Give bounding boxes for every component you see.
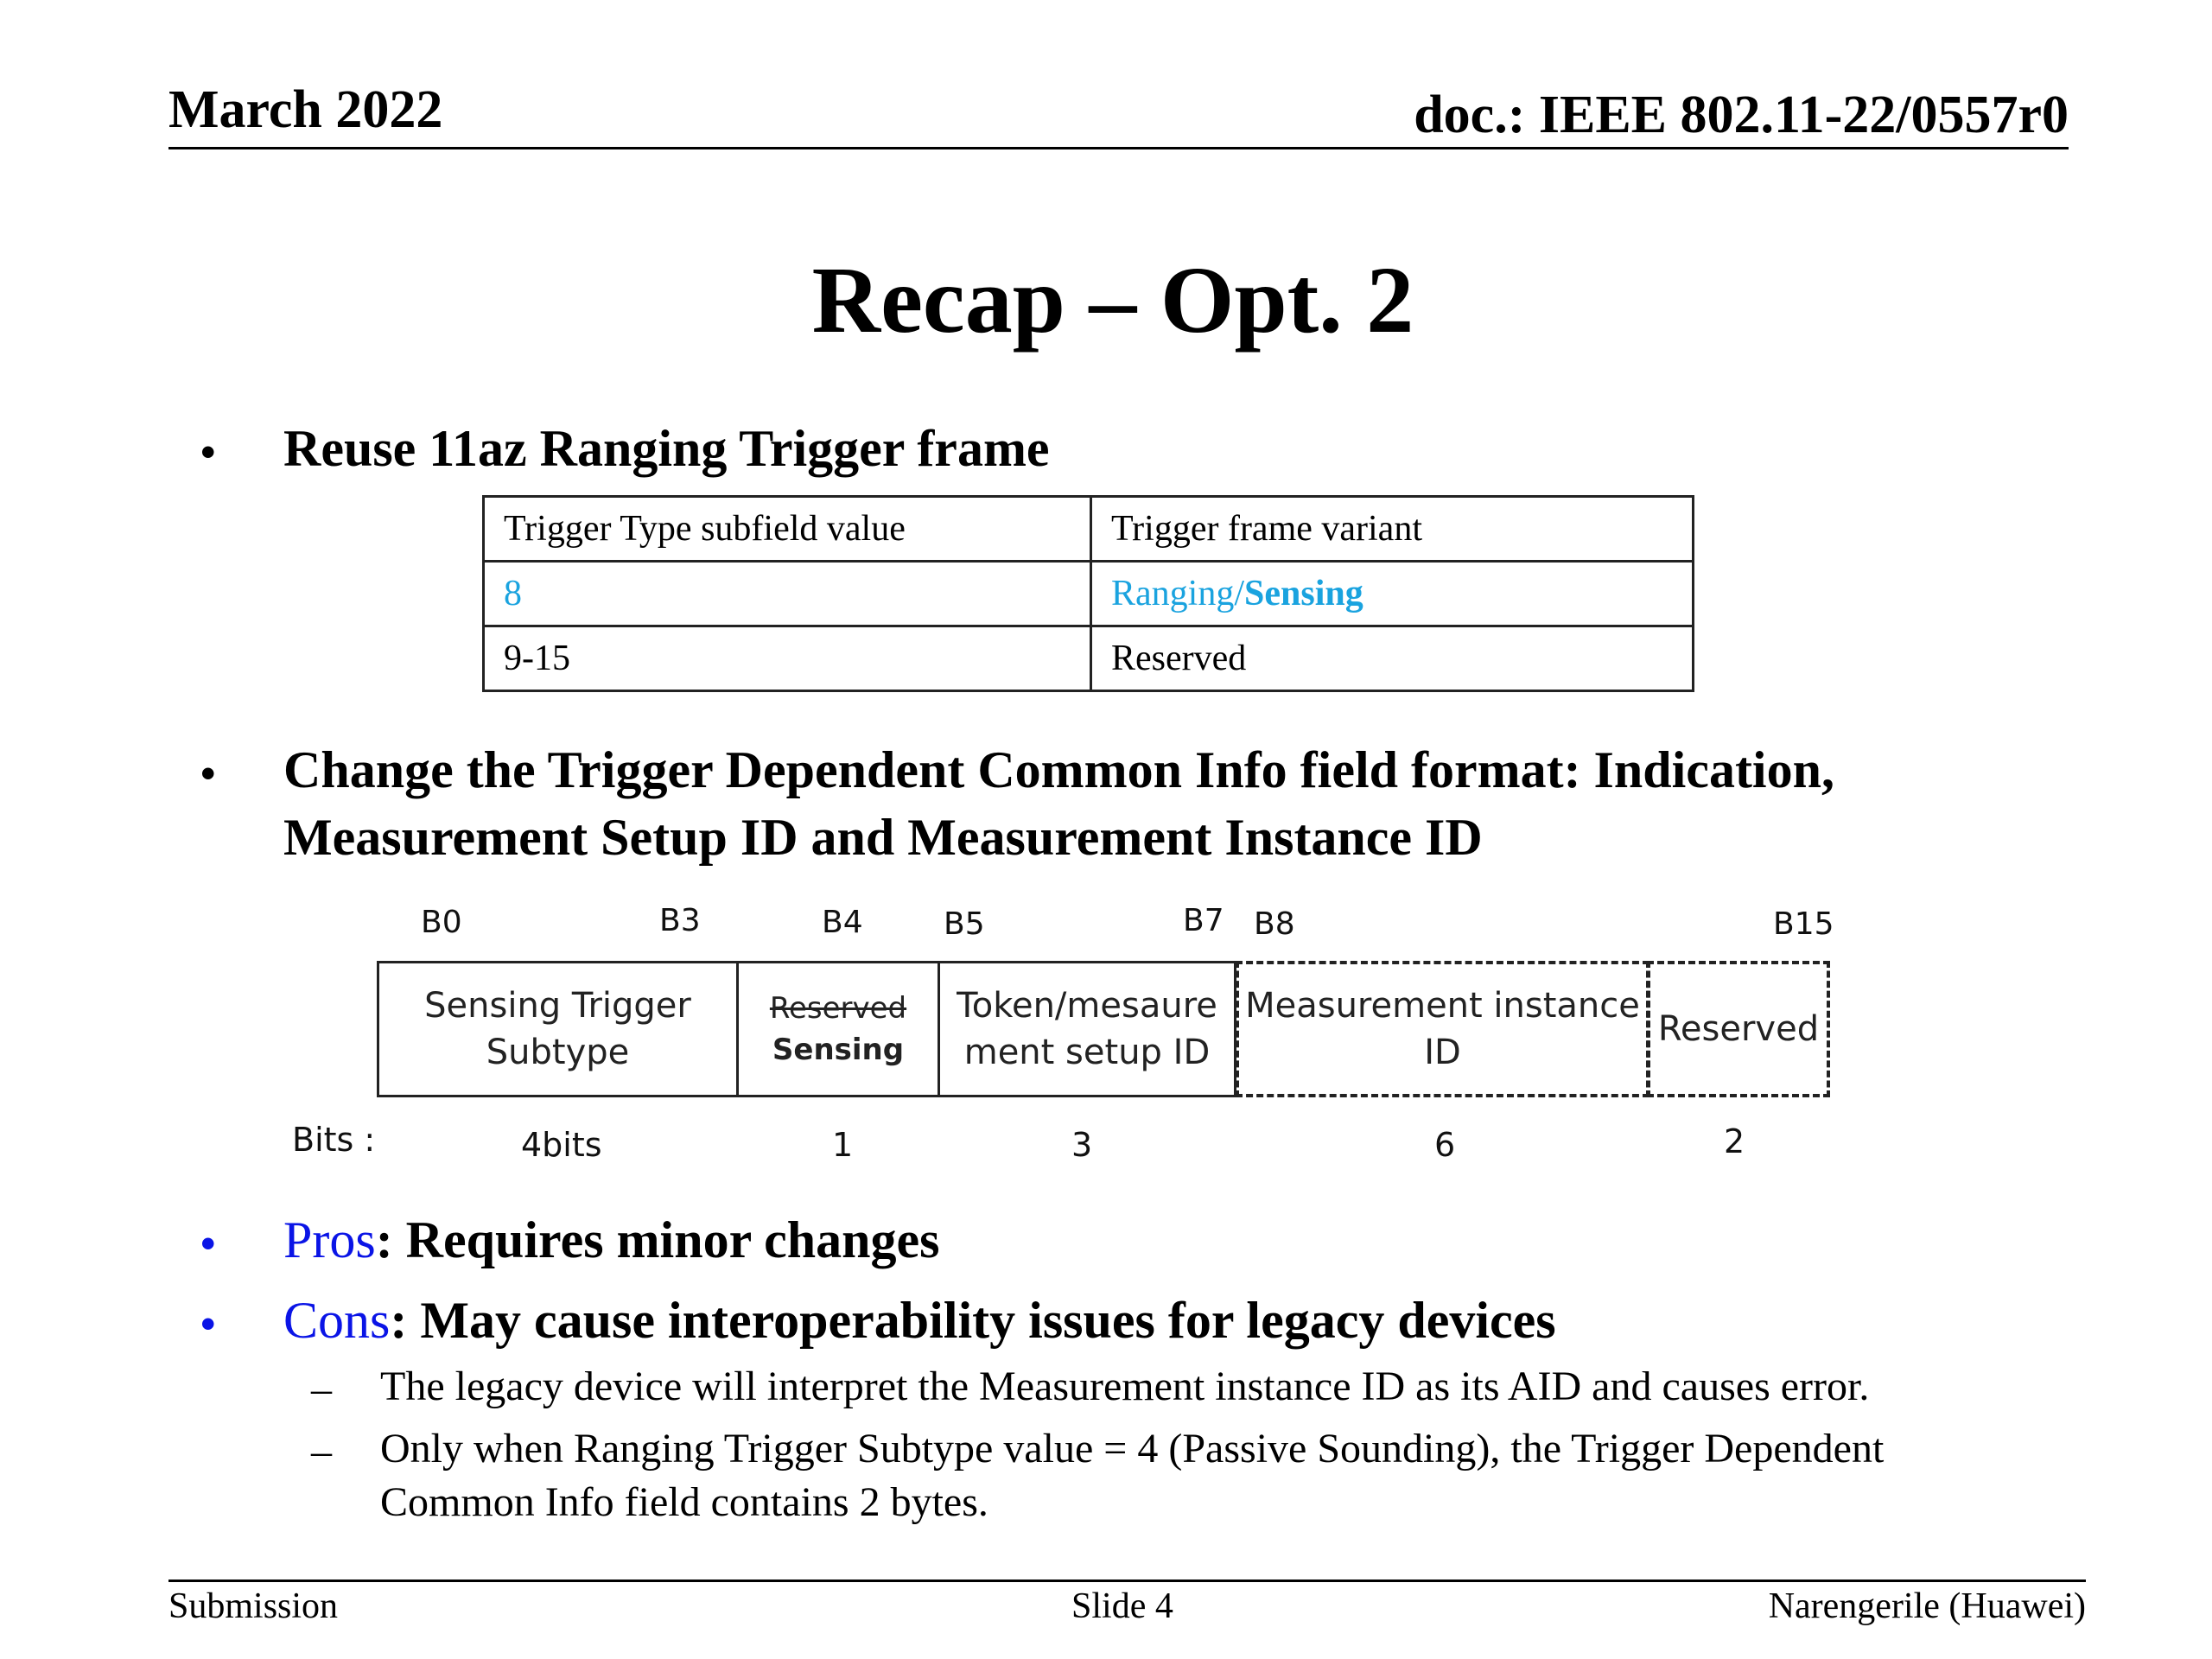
bullet-marker: • xyxy=(200,749,216,798)
pros-label: Pros xyxy=(283,1211,376,1268)
field-label: Subtype xyxy=(486,1033,630,1072)
field-reserved xyxy=(1647,961,1830,1097)
table-row xyxy=(484,626,1694,691)
bit-label: B3 xyxy=(659,903,701,938)
pros-text: : Requires minor changes xyxy=(375,1211,940,1268)
field-label: Token/mesaure xyxy=(957,986,1217,1026)
field-measurement-instance-id xyxy=(1236,961,1649,1097)
footer-submission: Submission xyxy=(168,1586,339,1626)
bullet-marker: • xyxy=(200,428,216,476)
cons-label: Cons xyxy=(283,1292,391,1349)
field-bits: 2 xyxy=(1724,1122,1745,1160)
bullet-cons xyxy=(283,1287,1556,1354)
field-label: Measurement instance xyxy=(1245,986,1640,1026)
table-cell: Reserved xyxy=(1091,626,1694,691)
table-row xyxy=(484,562,1694,626)
table-header-cell: Trigger frame variant xyxy=(1091,497,1694,562)
footer-author: Narengerile (Huawei) xyxy=(1768,1586,2086,1626)
header-date: March 2022 xyxy=(168,80,443,139)
variant-sensing: Sensing xyxy=(1244,574,1363,613)
sub-bullet-passive-sounding-line2: Common Info field contains 2 bytes. xyxy=(380,1479,988,1525)
header-doc-id: doc.: IEEE 802.11-22/0557r0 xyxy=(1414,86,2069,144)
bullet-marker: • xyxy=(200,1300,216,1348)
footer-divider xyxy=(168,1580,2086,1582)
bullet-marker: • xyxy=(200,1219,216,1268)
field-label: ment setup ID xyxy=(963,1033,1211,1072)
field-bits: 4bits xyxy=(521,1126,602,1164)
dash-marker: – xyxy=(311,1366,332,1412)
field-label: Sensing xyxy=(772,1033,905,1067)
field-label: Reserved xyxy=(1657,1009,1820,1049)
bit-label: B0 xyxy=(421,905,462,940)
field-token-setup-id xyxy=(938,961,1236,1097)
cons-text: : May cause interoperability issues for legacy devices xyxy=(390,1292,1556,1349)
table-cell: 9-15 xyxy=(484,626,1091,691)
table-header-row xyxy=(484,497,1694,562)
bullet-change-format-line1: Change the Trigger Dependent Common Info field format: Indication, xyxy=(283,741,1834,798)
table-header-cell: Trigger Type subfield value xyxy=(484,497,1091,562)
field-sensing-trigger-subtype xyxy=(377,961,739,1097)
bit-label: B4 xyxy=(822,905,863,940)
bit-label: B8 xyxy=(1254,906,1295,942)
dash-marker: – xyxy=(311,1428,332,1474)
field-bits: 3 xyxy=(1071,1126,1093,1164)
bit-label: B5 xyxy=(944,906,985,942)
field-label-struck: Reserved xyxy=(769,991,907,1026)
sub-bullet-passive-sounding-line1: Only when Ranging Trigger Subtype value = 4 (Passive Sounding), the Trigger Dependent xyxy=(380,1426,1885,1471)
sub-bullet-legacy-aid: The legacy device will interpret the Measurement instance ID as its AID and causes error. xyxy=(380,1363,1870,1409)
variant-ranging: Ranging/ xyxy=(1111,574,1244,613)
field-bits: 6 xyxy=(1434,1126,1456,1164)
field-bits: 1 xyxy=(832,1126,854,1164)
bullet-pros xyxy=(283,1206,940,1274)
field-reserved-sensing xyxy=(736,961,940,1097)
bit-label: B15 xyxy=(1773,906,1834,942)
field-label: Sensing Trigger xyxy=(424,986,691,1026)
footer-slide-number: Slide 4 xyxy=(1071,1586,1173,1626)
table-cell xyxy=(1091,562,1694,626)
slide-title: Recap – Opt. 2 xyxy=(811,247,1414,353)
table-cell: 8 xyxy=(484,562,1091,626)
header-divider xyxy=(168,147,2069,149)
bit-label: B7 xyxy=(1183,903,1224,938)
bullet-reuse-ranging: Reuse 11az Ranging Trigger frame xyxy=(283,420,1050,477)
field-label: ID xyxy=(1424,1033,1461,1072)
trigger-type-table xyxy=(482,495,1694,692)
bullet-change-format-line2: Measurement Setup ID and Measurement Instance ID xyxy=(283,809,1483,866)
bits-label: Bits : xyxy=(292,1121,376,1159)
